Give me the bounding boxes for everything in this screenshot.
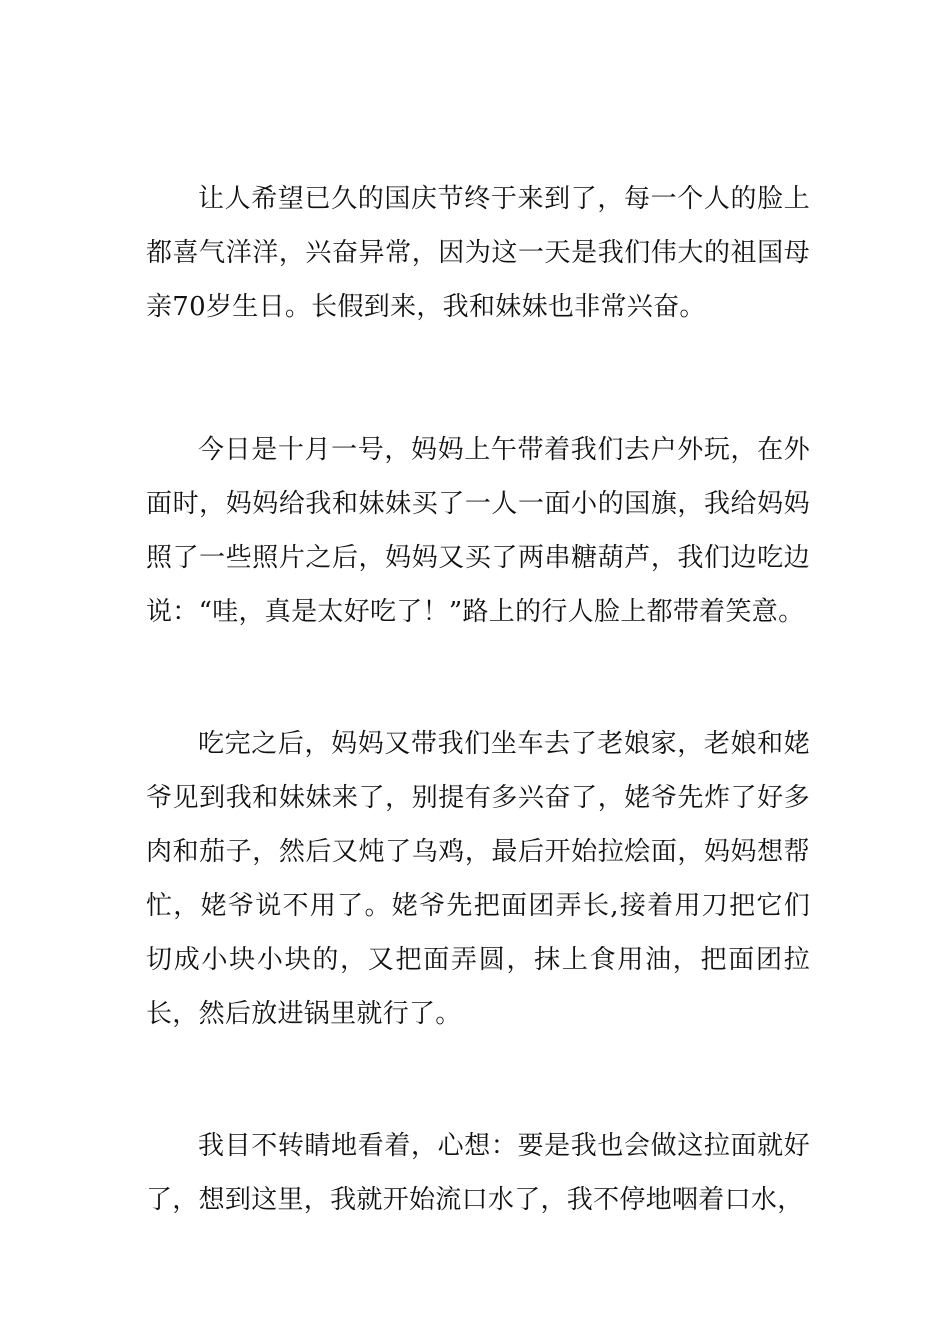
paragraph-3: 吃完之后，妈妈又带我们坐车去了老娘家，老娘和姥爷见到我和妹妹来了，别提有多兴奋了，姥爷先炸了好多肉和茄子，然后又炖了乌鸡，最后开始拉烩面，妈妈想帮忙，姥爷说不用了。姥爷先把面团弄长,接着用刀把它们切成小块小块的，又把面弄圆，抹上食用油，把面团拉长，然后放进锅里就行了。 [146, 729, 810, 1029]
paragraph-4: 我目不转睛地看着，心想：要是我也会做这拉面就好了，想到这里，我就开始流口水了，我不停地咽着口水， [146, 1131, 810, 1215]
paragraph-2: 今日是十月一号，妈妈上午带着我们去户外玩，在外面时，妈妈给我和妹妹买了一人一面小的国旗，我给妈妈照了一些照片之后，妈妈又买了两串糖葫芦，我们边吃边说：“哇，真是太好吃了！”路上的行人脸上都带着笑意。 [146, 435, 810, 627]
paragraph-1: 让人希望已久的国庆节终于来到了，每一个人的脸上都喜气洋洋，兴奋异常，因为这一天是我们伟大的祖国母亲70岁生日。长假到来，我和妹妹也非常兴奋。 [146, 184, 810, 322]
